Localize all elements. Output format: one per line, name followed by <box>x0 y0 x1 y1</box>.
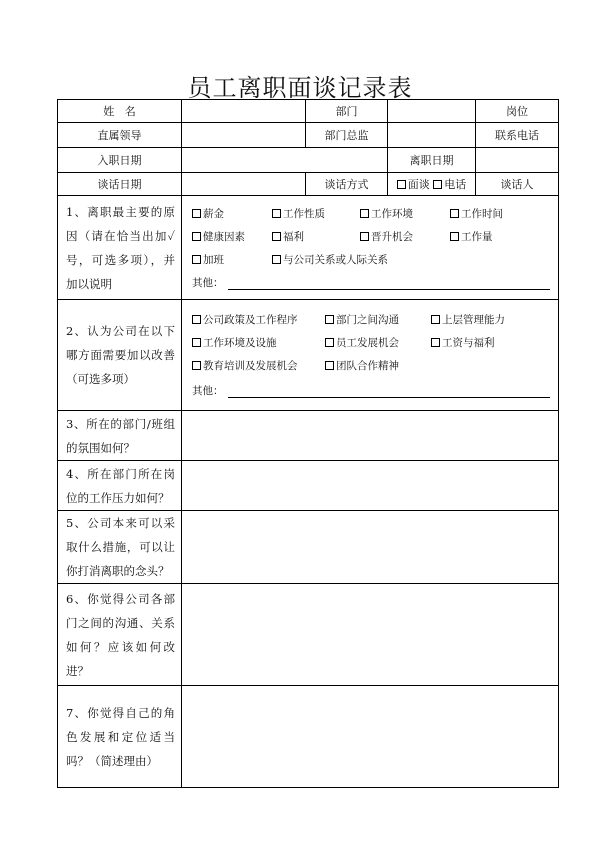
interview-date-field[interactable] <box>182 173 306 196</box>
q6-answer[interactable] <box>182 584 559 686</box>
q3-answer[interactable] <box>182 411 559 461</box>
q2-other <box>192 383 550 398</box>
dept-field[interactable] <box>388 100 476 123</box>
q1-options <box>182 196 559 300</box>
checkbox-icon[interactable] <box>431 338 440 347</box>
method-label: 谈话方式 <box>306 173 388 196</box>
checkbox-icon[interactable] <box>272 209 281 218</box>
checkbox-icon[interactable] <box>431 315 440 324</box>
q2-option-row <box>192 331 550 354</box>
q2-option[interactable]: 公司政策及工作程序 <box>192 312 325 327</box>
checkbox-icon[interactable] <box>192 232 201 241</box>
checkbox-icon[interactable] <box>192 338 201 347</box>
q2-option[interactable]: 上层管理能力 <box>431 312 505 327</box>
checkbox-icon[interactable] <box>360 209 369 218</box>
supervisor-label: 直属领导 <box>58 123 182 148</box>
name-field[interactable] <box>182 100 306 123</box>
q5-answer[interactable] <box>182 511 559 584</box>
q1-option[interactable]: 加班 <box>192 252 272 267</box>
q1-option[interactable]: 工作时间 <box>450 206 503 221</box>
q1-option-row <box>192 248 550 271</box>
q1-option[interactable]: 工作量 <box>450 229 493 244</box>
q7-label: 7、你觉得自己的角色发展和定位适当吗？（简述理由） <box>58 686 182 788</box>
dept-head-field[interactable] <box>388 123 476 148</box>
leave-date-label: 离职日期 <box>388 148 476 173</box>
hire-date-label: 入职日期 <box>58 148 182 173</box>
q1-other-label: 其他： <box>192 277 224 289</box>
q2-option[interactable]: 工作环境及设施 <box>192 335 325 350</box>
checkbox-icon[interactable] <box>397 180 406 189</box>
checkbox-icon[interactable] <box>325 338 334 347</box>
supervisor-field[interactable] <box>182 123 306 148</box>
hire-date-field[interactable] <box>182 148 388 173</box>
q1-option-row <box>192 202 550 225</box>
q1-label: 1、离职最主要的原因（请在恰当出加✓号，可选多项），并加以说明 <box>58 196 182 300</box>
q2-option[interactable]: 员工发展机会 <box>325 335 431 350</box>
q2-option-row <box>192 308 550 331</box>
q2-option-row <box>192 354 550 377</box>
q4-label: 4、所在部门所在岗位的工作压力如何？ <box>58 461 182 511</box>
checkbox-icon[interactable] <box>433 180 442 189</box>
method-face-option[interactable]: 面谈 <box>397 178 430 191</box>
q1-other <box>192 275 550 290</box>
interview-date-label: 谈话日期 <box>58 173 182 196</box>
checkbox-icon[interactable] <box>192 315 201 324</box>
checkbox-icon[interactable] <box>325 361 334 370</box>
interviewer-label: 谈话人 <box>476 173 559 196</box>
q2-option[interactable]: 团队合作精神 <box>325 358 399 373</box>
q1-other-input[interactable] <box>228 278 551 290</box>
form-title: 员工离职面谈记录表 <box>187 74 413 102</box>
checkbox-icon[interactable] <box>450 209 459 218</box>
q1-option[interactable]: 薪金 <box>192 206 272 221</box>
q1-option[interactable]: 健康因素 <box>192 229 272 244</box>
q1-option-row <box>192 225 550 248</box>
checkbox-icon[interactable] <box>360 232 369 241</box>
q3-label: 3、所在的部门/班组的氛围如何？ <box>58 411 182 461</box>
q2-option[interactable]: 工资与福利 <box>431 335 495 350</box>
checkbox-icon[interactable] <box>192 361 201 370</box>
q2-other-label: 其他： <box>192 385 224 397</box>
q1-option[interactable]: 工作环境 <box>360 206 450 221</box>
q6-label: 6、你觉得公司各部门之间的沟通、关系如何？应该如何改进？ <box>58 584 182 686</box>
q2-other-input[interactable] <box>228 386 551 398</box>
method-phone-option[interactable]: 电话 <box>433 178 466 191</box>
q2-option[interactable]: 教育培训及发展机会 <box>192 358 325 373</box>
q1-option[interactable]: 福利 <box>272 229 360 244</box>
q2-options <box>182 300 559 411</box>
dept-label: 部门 <box>306 100 388 123</box>
checkbox-icon[interactable] <box>272 232 281 241</box>
q2-option[interactable]: 部门之间沟通 <box>325 312 431 327</box>
checkbox-icon[interactable] <box>325 315 334 324</box>
leave-date-field[interactable] <box>476 148 559 173</box>
method-options <box>388 173 476 196</box>
q4-answer[interactable] <box>182 461 559 511</box>
checkbox-icon[interactable] <box>192 209 201 218</box>
checkbox-icon[interactable] <box>272 255 281 264</box>
checkbox-icon[interactable] <box>450 232 459 241</box>
name-label: 姓 名 <box>58 100 182 123</box>
exit-interview-form <box>57 99 559 788</box>
q2-label: 2、认为公司在以下哪方面需要加以改善（可选多项） <box>58 300 182 411</box>
q1-option[interactable]: 与公司关系或人际关系 <box>272 252 388 267</box>
checkbox-icon[interactable] <box>192 255 201 264</box>
dept-head-label: 部门总监 <box>306 123 388 148</box>
q5-label: 5、公司本来可以采取什么措施，可以让你打消离职的念头？ <box>58 511 182 584</box>
q1-option[interactable]: 晋升机会 <box>360 229 450 244</box>
q1-option[interactable]: 工作性质 <box>272 206 360 221</box>
position-label: 岗位 <box>476 100 559 123</box>
phone-label: 联系电话 <box>476 123 559 148</box>
q7-answer[interactable] <box>182 686 559 788</box>
